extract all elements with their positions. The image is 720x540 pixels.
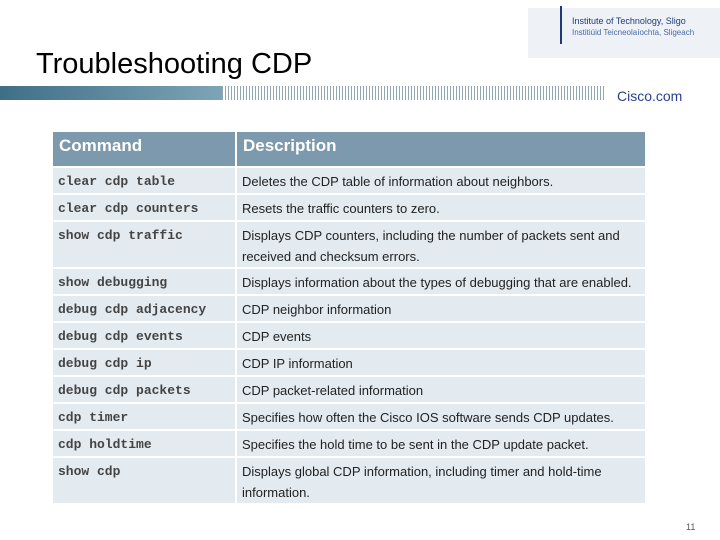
command-cell: debug cdp adjacency [52, 295, 236, 322]
table-row [52, 376, 646, 403]
command-cell: debug cdp events [52, 322, 236, 349]
description-cell: Specifies the hold time to be sent in the CDP update packet. [236, 430, 646, 457]
command-cell: show cdp [52, 457, 236, 504]
table-row [52, 221, 646, 268]
table-header-row [52, 131, 646, 167]
command-cell: cdp timer [52, 403, 236, 430]
command-cell: clear cdp counters [52, 194, 236, 221]
institute-logo [528, 0, 720, 62]
description-cell: CDP packet-related information [236, 376, 646, 403]
table-row [52, 268, 646, 295]
command-cell: debug cdp packets [52, 376, 236, 403]
page-number: 11 [686, 522, 696, 532]
table-row [52, 194, 646, 221]
table-row [52, 349, 646, 376]
cisco-brand: Cisco.com [617, 88, 683, 104]
description-cell: Displays CDP counters, including the number of packets sent and received and checksum errors. [236, 221, 646, 268]
table-row [52, 295, 646, 322]
description-cell: Displays information about the types of debugging that are enabled. [236, 268, 646, 295]
table-row [52, 322, 646, 349]
description-cell: CDP events [236, 322, 646, 349]
description-cell: Deletes the CDP table of information about neighbors. [236, 167, 646, 194]
description-cell: Resets the traffic counters to zero. [236, 194, 646, 221]
table-row [52, 457, 646, 504]
description-cell: CDP neighbor information [236, 295, 646, 322]
page-title: Troubleshooting CDP [36, 48, 313, 80]
description-cell: Specifies how often the Cisco IOS software sends CDP updates. [236, 403, 646, 430]
cdp-commands-table [51, 130, 647, 505]
description-cell: Displays global CDP information, including timer and hold-time information. [236, 457, 646, 504]
command-cell: cdp holdtime [52, 430, 236, 457]
logo-mark-icon [558, 6, 564, 44]
table-row [52, 403, 646, 430]
command-cell: clear cdp table [52, 167, 236, 194]
logo-line-1: Institute of Technology, Sligo [572, 16, 686, 26]
column-header-command: Command [52, 131, 236, 167]
table-row [52, 430, 646, 457]
description-cell: CDP IP information [236, 349, 646, 376]
command-cell: show debugging [52, 268, 236, 295]
table-row [52, 167, 646, 194]
logo-line-2: Institiúid Teicneolaíochta, Sligeach [572, 28, 695, 37]
command-cell: debug cdp ip [52, 349, 236, 376]
column-header-description: Description [236, 131, 646, 167]
header-band [0, 86, 228, 100]
command-cell: show cdp traffic [52, 221, 236, 268]
